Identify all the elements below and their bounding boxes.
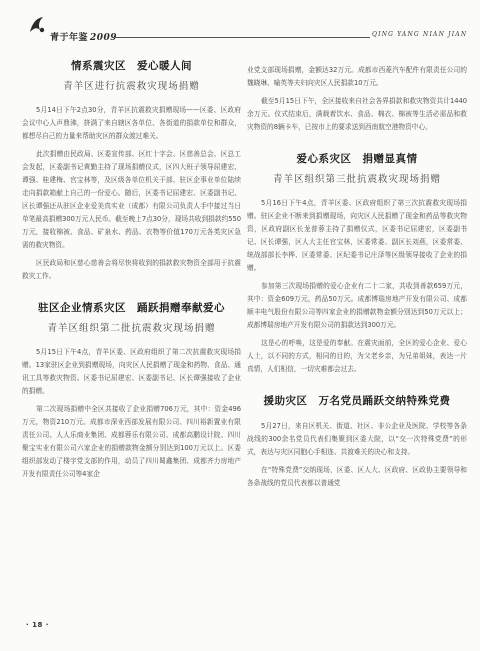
article-3 [247, 151, 467, 376]
article-2-title: 驻区企业情系灾区 踊跃捐赠奉献爱心 [38, 302, 225, 314]
article-1 [22, 58, 241, 283]
article-4-title: 援助灾区 万名党员踊跃交纳特殊党费 [263, 395, 451, 407]
paragraph: 第二次现场捐赠中全区共接收了企业捐赠706万元，其中：资金496万元，物资210万元。成都市深业西部发展有限公司、四川裕新置业有限责任公司、人人乐商业集团、成都蓉乐有限公司、成都高鹏设计院、四川聚宝实业有限公司六家企业的捐赠款物金额分别达到100万元以上。区委组织部发动了楼宇党支部的作用，动员了四川蜀鑫集团、成都齐力房地产开发有限责任公司等4家企 [22, 405, 241, 478]
article-4 [247, 393, 467, 490]
header-rule [112, 37, 370, 38]
paragraph: 5月27日，来自区机关、街道、社区、非公企业及医院、学校等各条战线的300余名党员代表们集聚到区委大院，以“交一次特殊党费”的形式，表达与灾区同胞心手相连、共渡难关的决心和支持。 [247, 422, 467, 456]
page-number: · 18 · [26, 621, 49, 629]
article-3-title: 爱心系灾区 捐赠显真情 [296, 153, 418, 165]
paragraph: 此次捐赠由民政局、区委宣传部、区红十字会、区慈善总会、区总工会发起，区委副书记黄勤主持了现场捐赠仪式，区四大班子领导屈建宏、谭强、桂建梅、官宝林等，及区级各单位机关干部、驻区企事业单位陆续走向捐款箱献上自己的一份爱心。随后，区委书记屈建宏、区委副书记、区长谭强还从驻区企业爱美真实业（成都）有限公司负责人手中接过当日单笔最高捐赠300万元人民币。截至晚上7点30分，现场共收到捐款约550万元，接收棉被、食品、矿泉水、药品、衣物等价值170万元各类灾区急需的救灾物资。 [22, 150, 241, 249]
paragraph: 区民政局和区慈心慈善会将尽快将收到的捐款救灾物资全部用于抗震救灾工作。 [22, 259, 241, 280]
paragraph: 业党支部现场捐赠，金额达32万元。成都市西菱汽车配件有限责任公司的魏晓琳、喻英等夫妇向灾区人民捐款10万元。 [247, 66, 467, 87]
article-2 [22, 300, 241, 481]
header-roman-title: QING YANG NIAN JIAN [372, 31, 468, 38]
page-header [0, 0, 480, 44]
paragraph: 5月15日下午4点，青羊区委、区政府组织了第二次抗震救灾现场捐赠。13家驻区企业到捐赠现场，向灾区人民捐赠了现金和药物、食品、通讯工具等救灾物资。区委书记屈建宏、区委副书记、区长谭强接收了企业的捐赠。 [22, 348, 241, 395]
yearbook-year: 2009 [90, 33, 118, 43]
right-column [247, 64, 467, 495]
logo-icon [26, 14, 48, 36]
yearbook-name: 青于年鉴 [50, 33, 89, 43]
article-1-subtitle: 青羊区进行抗震救灾现场捐赠 [63, 81, 200, 92]
article-2-subtitle: 青羊区组织第二批抗震救灾现场捐赠 [47, 323, 216, 334]
yearbook-title [50, 30, 117, 43]
article-3-subtitle: 青羊区组织第三批抗震救灾现场捐赠 [272, 174, 441, 185]
paragraph: 5月14日下午2点30分，青羊区抗震救灾捐赠现场——区委、区政府会议中心人声鼎沸，挤满了来自辖区各单位、各街道的捐款单位和群众，都想尽自己的力量来帮助灾区的群众渡过难关。 [22, 106, 241, 140]
paragraph: 5月16日下午4点，青羊区委、区政府组织了第三次抗震救灾现场捐赠。驻区企业不断来到捐赠现场，向灾区人民捐赠了现金和药品等救灾物资，区政府副区长龙普蓉主持了捐赠仪式，区委书记屈建宏，区委副书记、区长谭强，区人大主任官宝林，区委常委、副区长刘燕，区委常委、统战部部长李桦、区委常委、区纪委书记庄泽等区级领导接收了企业的捐赠。 [247, 199, 467, 272]
paragraph: 截至5月15日下午，全区接收来自社会各界捐款和救灾物资共计1440余万元。仪式结束后，满载着饮水、食品、棉衣、棉被等生活必需品和救灾物资的8辆卡车，已按市上的要求送到西南航空港物资中心。 [247, 97, 467, 131]
paragraph: 参加第三次现场捐赠的爱心企业有二十二家，共收到善款659万元，其中：资金609万元，药品50万元。成都博瑞房地产开发有限公司、成都顺丰电气股份有限公司等四家企业的捐赠款物金额分别达到50万元以上；成都博瑞房地产开发有限公司的捐款达到300万元。 [247, 282, 467, 329]
paragraph: 这是心的呼唤，这是爱的奉献。在震灾面前，全区的爱心企业、爱心人士，以不同的方式，相同的目的，为父老乡亲，为兄弟姐妹，表达一片真情，人们相信，一切灾难都会过去。 [247, 339, 467, 373]
left-column [22, 58, 241, 486]
article-1-title: 情系震灾区 爱心暖人间 [71, 60, 192, 72]
paragraph: 在“特殊党费”交纳现场，区委、区人大、区政府、区政协主要领导和各条战线的党员代表都以普通党 [247, 466, 467, 487]
